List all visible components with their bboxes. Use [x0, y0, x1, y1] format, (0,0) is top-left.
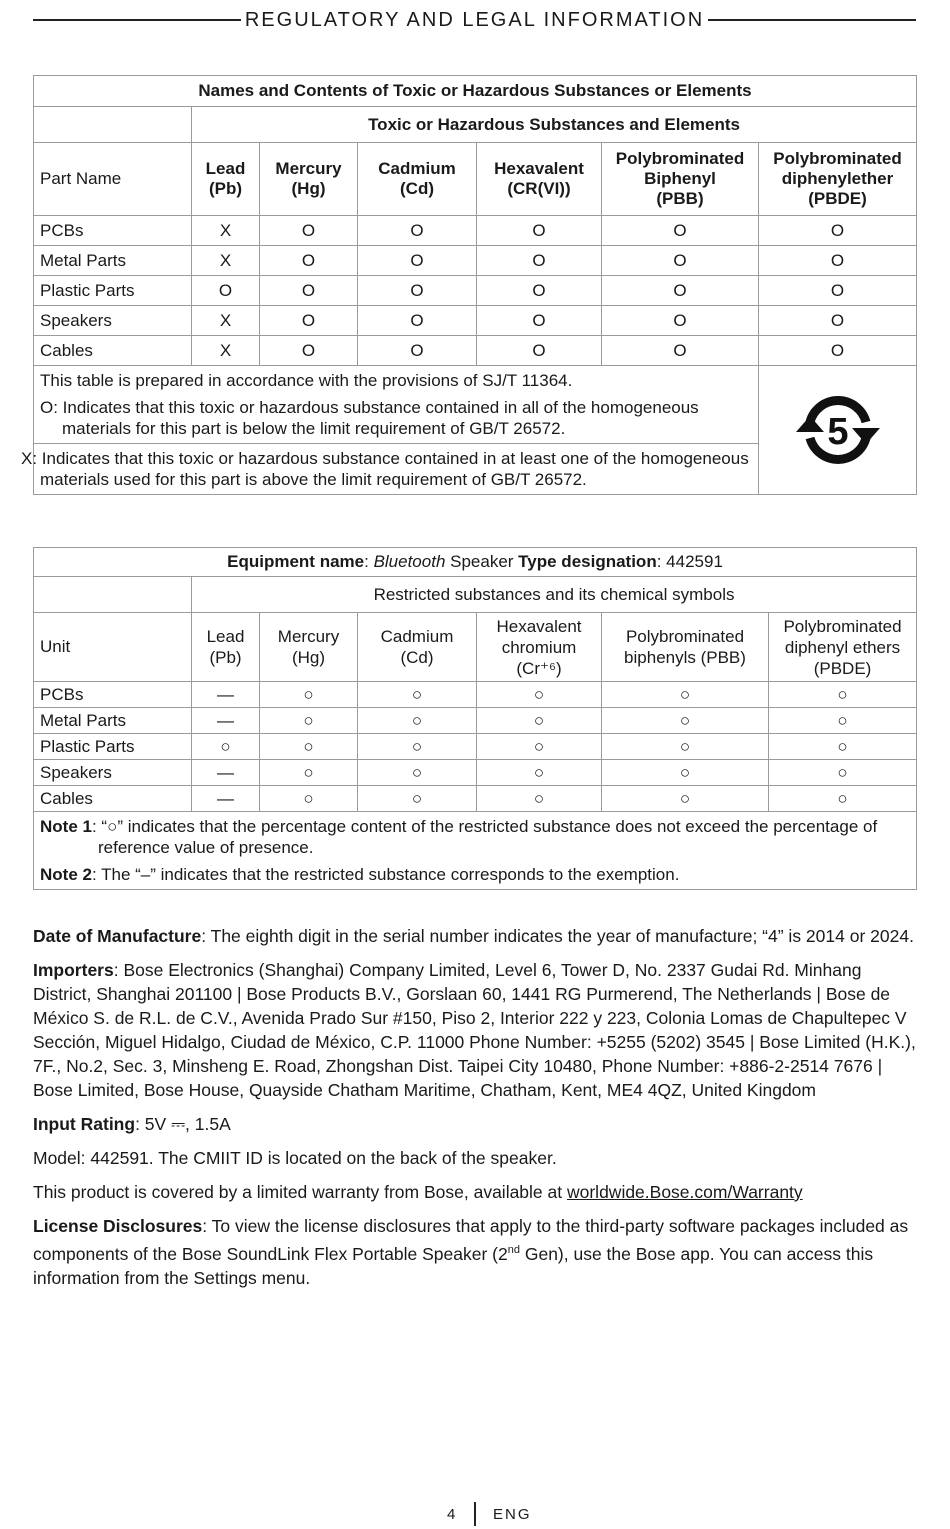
table1-column-header	[192, 143, 260, 216]
license-text-b: Gen), use the Bose app. You can access this information from the Settings menu.	[33, 1243, 874, 1288]
table1-column-header-line: (Hg)	[291, 179, 326, 198]
substance-value-cell: O	[602, 276, 759, 306]
table2-subtitle: Restricted substances and its chemical symbols	[192, 577, 917, 613]
substance-value-cell: O	[759, 306, 917, 336]
substance-value-cell: ○	[602, 786, 769, 812]
table2-column-header-line: chromium	[501, 637, 577, 657]
header-rule-left	[33, 19, 241, 21]
substance-value-cell: O	[358, 216, 477, 246]
substance-value-cell: ○	[260, 708, 358, 734]
table2-column-header-line: (Cr⁺⁶)	[516, 658, 562, 678]
warranty-info	[33, 1180, 923, 1204]
substance-value-cell: X	[192, 216, 260, 246]
date-of-manufacture	[33, 924, 923, 948]
part-name-cell: PCBs	[34, 216, 192, 246]
table2-column-header-line: Lead	[206, 627, 245, 646]
table1-column-header-line: diphenylether	[781, 169, 894, 188]
footer-separator	[474, 1502, 476, 1526]
substance-value-cell: ○	[477, 760, 602, 786]
table2-note-2	[40, 864, 910, 885]
restricted-substances-table	[33, 547, 917, 890]
table2-column-header-line: Mercury	[277, 627, 340, 646]
substance-value-cell: ○	[260, 734, 358, 760]
legal-info-section	[33, 924, 923, 1300]
equipment-name-row	[34, 548, 917, 577]
environmental-protection-use-period-icon	[796, 392, 880, 468]
substance-value-cell: X	[192, 246, 260, 276]
input-rating-label: Input Rating	[33, 1114, 136, 1134]
substance-value-cell: ○	[358, 760, 477, 786]
page-footer	[0, 1502, 950, 1528]
substance-value-cell: O	[192, 276, 260, 306]
type-designation-value: : 442591	[656, 552, 723, 571]
table2-unit-header: Unit	[34, 613, 192, 682]
substance-value-cell: O	[759, 276, 917, 306]
part-name-cell: Speakers	[34, 760, 192, 786]
substance-value-cell: ○	[477, 734, 602, 760]
substance-value-cell: X	[192, 306, 260, 336]
substance-value-cell: O	[260, 276, 358, 306]
substance-value-cell: ○	[769, 734, 917, 760]
substance-value-cell: O	[477, 306, 602, 336]
warranty-link[interactable]: worldwide.Bose.com/Warranty	[566, 1182, 803, 1202]
part-name-cell: Plastic Parts	[34, 734, 192, 760]
table1-column-header-line: Biphenyl	[644, 169, 716, 188]
table1-subtitle: Toxic or Hazardous Substances and Elements	[192, 107, 917, 143]
table2-column-header-line: Cadmium	[380, 627, 454, 646]
substance-value-cell: O	[602, 336, 759, 366]
table2-column-header	[477, 613, 602, 682]
equipment-name-value: Speaker	[445, 552, 519, 571]
table2-blank-cell	[34, 577, 192, 613]
substance-value-cell: O	[477, 216, 602, 246]
table-row	[34, 276, 917, 306]
substance-value-cell: ○	[358, 708, 477, 734]
part-name-cell: Cables	[34, 336, 192, 366]
substance-value-cell: —	[192, 760, 260, 786]
substance-value-cell: O	[260, 216, 358, 246]
table2-column-header	[602, 613, 769, 682]
substance-value-cell: O	[260, 336, 358, 366]
table2-note-1	[40, 816, 910, 858]
substance-value-cell: O	[260, 246, 358, 276]
table2-column-header-line: Polybrominated	[783, 616, 902, 636]
substance-value-cell: ○	[769, 682, 917, 708]
substance-value-cell: ○	[769, 786, 917, 812]
substance-value-cell: O	[358, 276, 477, 306]
substance-value-cell: ○	[602, 708, 769, 734]
substance-value-cell: O	[477, 276, 602, 306]
table1-column-header-line: (PBB)	[656, 189, 704, 208]
table-row	[34, 734, 917, 760]
table2-column-header-line: (Pb)	[209, 648, 242, 667]
license-sup: nd	[507, 1244, 520, 1256]
dom-label: Date of Manufacture	[33, 926, 202, 946]
table2-column-header	[769, 613, 917, 682]
substance-value-cell: O	[260, 306, 358, 336]
table1-note-intro: This table is prepared in accordance with the provisions of SJ/T 11364.	[40, 371, 573, 390]
substance-value-cell: O	[759, 336, 917, 366]
importers-label: Importers	[33, 960, 114, 980]
substance-value-cell: ○	[477, 708, 602, 734]
table2-column-header-line: Hexavalent	[496, 616, 582, 636]
page-number: 4	[447, 1506, 458, 1523]
note-1-text: : “○” indicates that the percentage content of the restricted substance does not exceed the percentage of reference value of presence.	[91, 817, 878, 857]
substance-value-cell: O	[477, 246, 602, 276]
substance-value-cell: ○	[260, 760, 358, 786]
model-info: Model: 442591. The CMIIT ID is located on the back of the speaker.	[33, 1148, 557, 1168]
note-1-label: Note 1	[40, 817, 92, 836]
substance-value-cell: O	[602, 306, 759, 336]
table2-column-header-line: (Hg)	[291, 648, 326, 667]
note-2-text: : The “–” indicates that the restricted substance corresponds to the exemption.	[91, 865, 680, 884]
substance-value-cell: ○	[602, 734, 769, 760]
table1-column-header	[602, 143, 759, 216]
substance-value-cell: ○	[358, 682, 477, 708]
table2-column-header-line: (Cd)	[400, 648, 434, 667]
license-text-a: : To view the license disclosures that apply to the third-party software packages included as components of the Bose SoundLink Flex Portable Speaker (2	[33, 1216, 909, 1264]
substance-value-cell: O	[759, 216, 917, 246]
table1-column-header-line: Mercury	[275, 159, 342, 178]
substance-value-cell: —	[192, 708, 260, 734]
substance-value-cell: O	[759, 246, 917, 276]
equipment-name-label: Equipment name	[227, 552, 365, 571]
table1-column-header	[759, 143, 917, 216]
table1-column-header	[358, 143, 477, 216]
table1-column-header-line: (Cd)	[400, 179, 434, 198]
table-row	[34, 786, 917, 812]
table1-column-header	[477, 143, 602, 216]
part-name-cell: Metal Parts	[34, 708, 192, 734]
substance-value-cell: —	[192, 682, 260, 708]
table2-column-header	[358, 613, 477, 682]
substance-value-cell: O	[477, 336, 602, 366]
table1-title: Names and Contents of Toxic or Hazardous Substances or Elements	[34, 76, 917, 107]
table-row	[34, 336, 917, 366]
importers-text: : Bose Electronics (Shanghai) Company Limited, Level 6, Tower D, No. 2337 Gudai Rd. Minhang District, Shanghai 201100 | Bose Products B.V., Gorslaan 60, 1441 RG Purmerend, The Netherlands | Bose de México S. de R.L. de C.V., Avenida Prado Sur #150, Piso 2, Interior 222 y 223, Colonia Lomas de Chapultepec V Sección, Miguel Hidalgo, Ciudad de México, C.P. 11000 Phone Number: +5255 (5202) 3545 | Bose Limited (H.K.), 7F., No.2, Sec. 3, Minsheng E. Road, Zhongshan Dist. Taipei City 10480, Phone Number: +886-2-2514 7676 | Bose Limited, Bose House, Quayside Chatham Maritime, Chatham, Kent, ME4 4QZ, United Kingdom	[33, 960, 916, 1100]
table1-column-header-line: (Pb)	[208, 179, 243, 198]
part-name-cell: Metal Parts	[34, 246, 192, 276]
table1-column-header-line: (PBDE)	[808, 189, 867, 208]
table2-column-header-line: (PBDE)	[813, 658, 872, 678]
substance-value-cell: O	[358, 336, 477, 366]
table1-column-header	[260, 143, 358, 216]
language-label: ENG	[493, 1506, 532, 1523]
substance-value-cell: ○	[358, 786, 477, 812]
dom-text: : The eighth digit in the serial number indicates the year of manufacture; “4” is 2014 or 2024.	[201, 926, 914, 946]
warranty-text: This product is covered by a limited warranty from Bose, available at	[33, 1182, 567, 1202]
equipment-name-sep: :	[364, 552, 374, 571]
page-header	[33, 6, 916, 34]
input-rating-text-a: : 5V	[135, 1114, 172, 1134]
table-row	[34, 708, 917, 734]
table2-notes-cell	[34, 812, 917, 890]
table1-column-header-line: Polybrominated	[615, 149, 745, 168]
substance-value-cell: ○	[477, 786, 602, 812]
table2-column-header-line: biphenyls (PBB)	[624, 648, 746, 667]
table-row	[34, 682, 917, 708]
part-name-cell: Speakers	[34, 306, 192, 336]
table1-blank-cell	[34, 107, 192, 143]
table1-column-header-line: Hexavalent	[494, 159, 584, 178]
table-row	[34, 760, 917, 786]
substance-value-cell: ○	[602, 760, 769, 786]
substance-value-cell: ○	[769, 708, 917, 734]
table1-column-header-line: (CR(VI))	[507, 179, 571, 198]
input-rating	[33, 1112, 923, 1136]
license-label: License Disclosures	[33, 1216, 203, 1236]
table-row	[34, 216, 917, 246]
page-title: REGULATORY AND LEGAL INFORMATION	[244, 9, 705, 31]
table1-column-header-line: Cadmium	[378, 159, 456, 178]
substance-value-cell: ○	[192, 734, 260, 760]
part-name-cell: Plastic Parts	[34, 276, 192, 306]
table-row	[34, 306, 917, 336]
table1-note-cell	[34, 366, 759, 444]
table1-note-x: X: Indicates that this toxic or hazardous substance contained in at least one of the homogeneous materials used for this part is above the limit requirement of GB/T 26572.	[34, 444, 759, 495]
importers	[33, 958, 923, 1102]
table1-column-header-line: Polybrominated	[773, 149, 902, 168]
input-rating-text-b: , 1.5A	[185, 1114, 231, 1134]
table1-part-header: Part Name	[34, 143, 192, 216]
note-2-label: Note 2	[40, 865, 92, 884]
license-disclosures	[33, 1214, 923, 1290]
part-name-cell: PCBs	[34, 682, 192, 708]
substance-value-cell: ○	[260, 682, 358, 708]
substance-value-cell: ○	[260, 786, 358, 812]
table1-column-header-line: Lead	[205, 159, 246, 178]
substance-value-cell: ○	[769, 760, 917, 786]
substance-value-cell: ○	[358, 734, 477, 760]
substance-value-cell: O	[358, 306, 477, 336]
toxic-substances-table	[21, 75, 917, 495]
equipment-name-italic: Bluetooth	[373, 552, 446, 571]
table2-column-header	[260, 613, 358, 682]
table1-note-o: O: Indicates that this toxic or hazardous substance contained in all of the homogeneous materials for this part is below the limit requirement of GB/T 26572.	[40, 398, 699, 438]
pollution-logo-number: 5	[826, 411, 849, 453]
substance-value-cell: O	[358, 246, 477, 276]
table2-column-header	[192, 613, 260, 682]
header-rule-right	[708, 19, 916, 21]
table2-column-header-line: Polybrominated	[625, 627, 745, 646]
type-designation-label: Type designation	[518, 552, 657, 571]
table2-column-header-line: diphenyl ethers	[784, 637, 901, 657]
substance-value-cell: O	[602, 216, 759, 246]
part-name-cell: Cables	[34, 786, 192, 812]
table-row	[34, 246, 917, 276]
dc-symbol-icon: ⎓	[171, 1114, 186, 1134]
substance-value-cell: X	[192, 336, 260, 366]
substance-value-cell: ○	[602, 682, 769, 708]
substance-value-cell: O	[602, 246, 759, 276]
substance-value-cell: —	[192, 786, 260, 812]
substance-value-cell: ○	[477, 682, 602, 708]
pollution-logo-cell	[759, 366, 917, 495]
